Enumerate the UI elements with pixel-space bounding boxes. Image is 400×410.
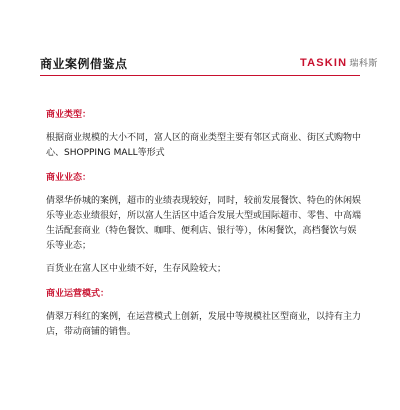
header-divider [40,75,360,76]
logo-wordmark: TASKIN [300,56,348,69]
section-heading-operation-model: 商业运营模式： [46,289,110,299]
section-heading-business-format: 商业业态： [46,173,92,183]
paragraph-business-type: 根据商业规模的大小不同，富人区的商业类型主要有邻区式商业、街区式购物中心、SHOPPING MALL等形式 [46,133,362,158]
section-heading-business-type: 商业类型： [46,110,92,120]
paragraph-business-format: 倩翠华侨城的案例，超市的业绩表现较好，同时，较前发展餐饮、特色的休闲娱乐等业态业绩很好，所以富人生活区中适合发展大型或国际超市、零售、中高端生活配套商业（特色餐饮、咖啡、便利店、银行等），休闲餐饮，高档餐饮与娱乐等业态； [46,196,362,251]
logo-chinese-name: 瑞科斯 [349,59,378,69]
company-logo [300,56,378,69]
paragraph-operation-model: 倩翠万科红的案例，在运营模式上创新，发展中等规模社区型商业，以持有主力店，带动商铺的销售。 [46,312,362,337]
slide-header [0,0,400,82]
slide-body [46,108,362,340]
paragraph-department-store: 百货业在富人区中业绩不好，生存风险较大； [46,264,227,274]
page-title: 商业案例借鉴点 [40,57,128,71]
